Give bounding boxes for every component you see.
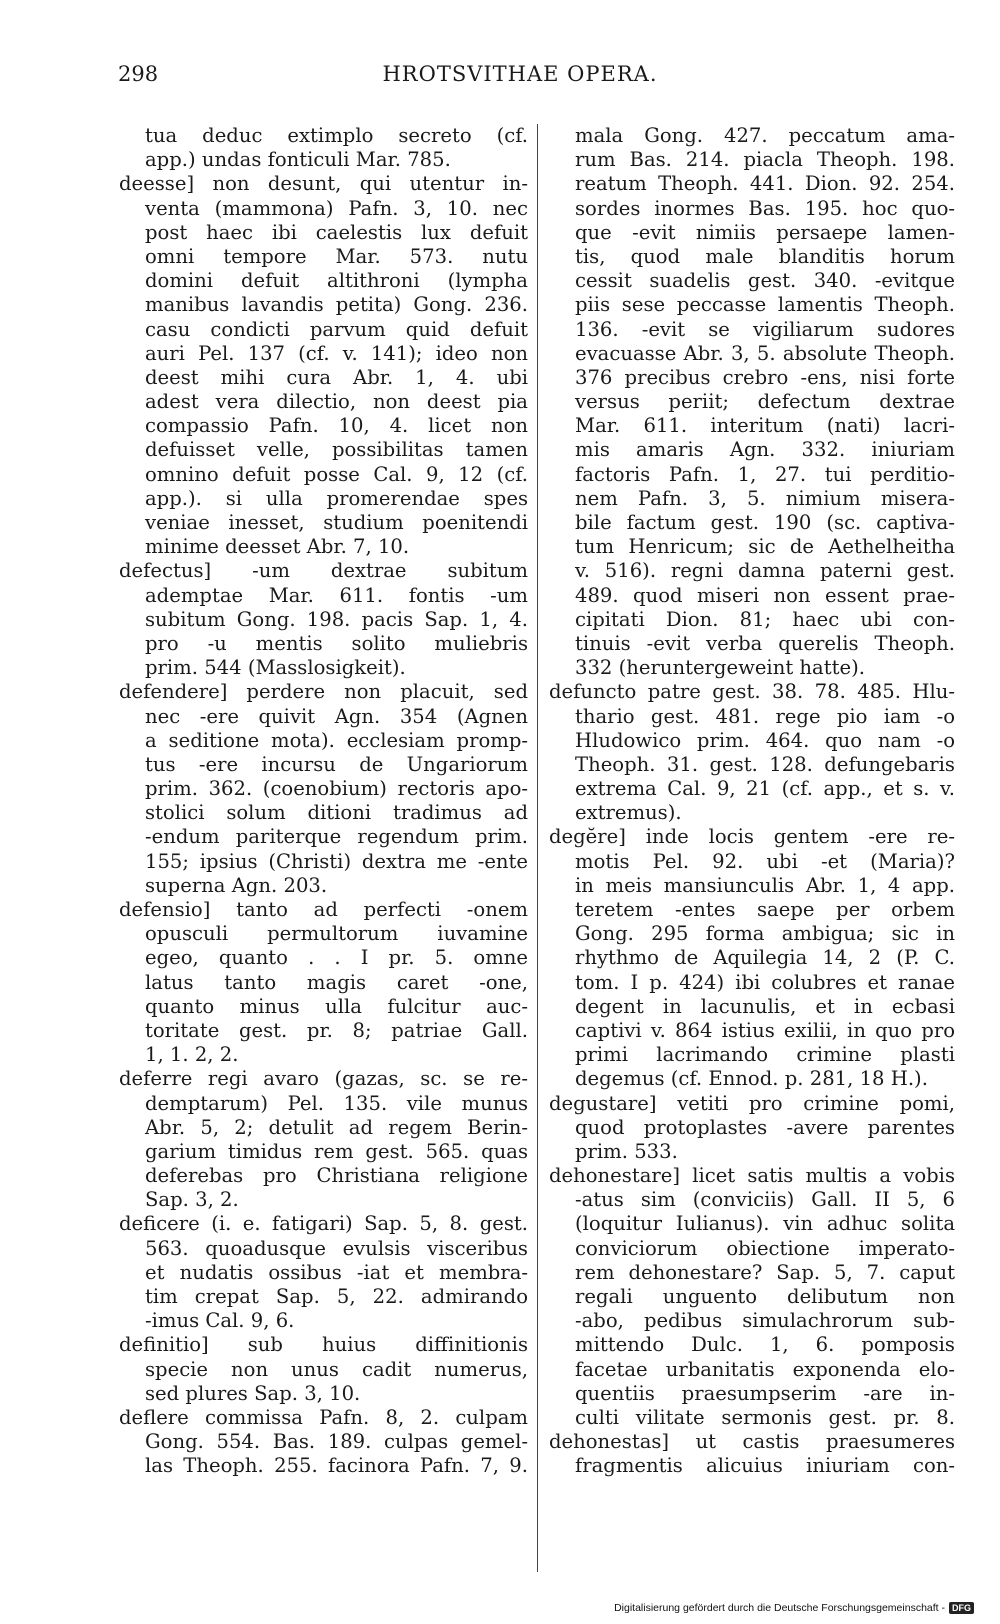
dfg-logo: DFG bbox=[949, 1602, 974, 1614]
text-line: dehonestas] ut castis praesumeres bbox=[549, 1430, 955, 1454]
text-line: rhythmo de Aquilegia 14, 2 (P. C. bbox=[575, 946, 955, 970]
running-title: HROTSVITHAE OPERA. bbox=[382, 62, 658, 86]
text-line: veniae inesset, studium poenitendi bbox=[145, 511, 528, 534]
text-line: nem Pafn. 3, 5. nimium misera- bbox=[575, 486, 955, 510]
text-line: venta (mammona) Pafn. 3, 10. nec bbox=[145, 196, 528, 220]
text-line: mala Gong. 427. peccatum ama- bbox=[575, 124, 955, 147]
right-column bbox=[549, 124, 955, 1479]
text-line: cipitati Dion. 81; haec ubi con- bbox=[575, 607, 955, 631]
digitization-credit bbox=[614, 1600, 974, 1616]
text-line: tom. I p. 424) ibi colubres et ranae bbox=[575, 970, 955, 994]
text-line: casu condicti parvum quid defuit bbox=[145, 317, 528, 341]
text-line: deficere (i. e. fatigari) Sap. 5, 8. gest. bbox=[119, 1212, 528, 1236]
text-line: defectus] -um dextrae subitum bbox=[119, 559, 528, 583]
text-line: nec -ere quivit Agn. 354 (Agnen bbox=[145, 704, 528, 728]
text-line: deferre regi avaro (gazas, sc. se re- bbox=[119, 1067, 528, 1091]
text-line: ademptae Mar. 611. fontis -um bbox=[145, 583, 528, 607]
text-line: reatum Theoph. 441. Dion. 92. 254. bbox=[575, 172, 955, 196]
text-line: teretem -entes saepe per orbem bbox=[575, 898, 955, 921]
text-line: 136. -evit se vigiliarum sudores bbox=[575, 317, 955, 341]
text-line: compassio Pafn. 10, 4. licet non bbox=[145, 414, 528, 438]
text-line: 1, 1. 2, 2. bbox=[145, 1043, 239, 1067]
text-line: deesse] non desunt, qui utentur in- bbox=[119, 172, 528, 196]
text-line: omnino defuit posse Cal. 9, 12 (cf. bbox=[145, 462, 528, 486]
text-line: manibus lavandis petita) Gong. 236. bbox=[145, 293, 528, 317]
text-line: post haec ibi caelestis lux defuit bbox=[145, 220, 528, 244]
text-line: degustare] vetiti pro crimine pomi, bbox=[549, 1091, 955, 1115]
text-line: tus -ere incursu de Ungariorum bbox=[145, 752, 528, 776]
text-line: culti vilitate sermonis gest. pr. 8. bbox=[575, 1405, 955, 1429]
running-header bbox=[118, 62, 922, 92]
text-line: -imus Cal. 9, 6. bbox=[145, 1309, 295, 1333]
text-line: prim. 544 (Masslosigkeit). bbox=[145, 656, 406, 680]
text-line: 332 (heruntergeweint hatte). bbox=[575, 656, 865, 680]
text-line: defuisset velle, possibilitas tamen bbox=[145, 438, 528, 462]
text-line: et nudatis ossibus -iat et membra- bbox=[145, 1260, 528, 1284]
text-line: Theoph. 31. gest. 128. defungebaris bbox=[575, 752, 955, 776]
text-line: deferebas pro Christiana religione bbox=[145, 1164, 528, 1188]
text-line: tum Henricum; sic de Aethelheitha bbox=[575, 535, 955, 559]
text-line: las Theoph. 255. facinora Pafn. 7, 9. bbox=[145, 1454, 528, 1478]
text-line: specie non unus cadit numerus, bbox=[145, 1357, 528, 1381]
text-line: deest mihi cura Abr. 1, 4. ubi bbox=[145, 365, 528, 389]
text-line: Gong. 295 forma ambigua; sic in bbox=[575, 922, 955, 946]
text-line: regali unguento delibutum non bbox=[575, 1285, 955, 1308]
text-line: defensio] tanto ad perfecti -onem bbox=[119, 898, 528, 921]
text-line: sed plures Sap. 3, 10. bbox=[145, 1381, 361, 1405]
text-line: Sap. 3, 2. bbox=[145, 1188, 239, 1212]
text-line: evacuasse Abr. 3, 5. absolute Theoph. bbox=[575, 341, 955, 365]
text-line: rum Bas. 214. piacla Theoph. 198. bbox=[575, 148, 955, 172]
text-line: rem dehonestare? Sap. 5, 7. caput bbox=[575, 1260, 955, 1284]
text-line: demptarum) Pel. 135. vile munus bbox=[145, 1091, 528, 1115]
text-line: 376 precibus crebro -ens, nisi forte bbox=[575, 365, 955, 389]
text-line: in meis mansiunculis Abr. 1, 4 app. bbox=[575, 873, 955, 897]
text-line: tis, quod male blanditis horum bbox=[575, 244, 955, 268]
text-line: tua deduc extimplo secreto (cf. bbox=[145, 124, 528, 147]
text-line: thario gest. 481. rege pio iam -o bbox=[575, 704, 955, 728]
text-line: factoris Pafn. 1, 27. tui perditio- bbox=[575, 462, 955, 486]
text-line: v. 516). regni damna paterni gest. bbox=[575, 559, 955, 583]
text-line: sordes inormes Bas. 195. hoc quo- bbox=[575, 196, 955, 220]
text-line: cessit suadelis gest. 340. -evitque bbox=[575, 269, 955, 293]
text-line: adest vera dilectio, non deest pia bbox=[145, 390, 528, 414]
text-line: quentiis praesumpserim -are in- bbox=[575, 1381, 955, 1405]
text-line: app.) undas fonticuli Mar. 785. bbox=[145, 148, 451, 172]
text-line: 563. quoadusque evulsis visceribus bbox=[145, 1236, 528, 1260]
text-line: primi lacrimando crimine plasti bbox=[575, 1043, 955, 1067]
text-line: omni tempore Mar. 573. nutu bbox=[145, 244, 528, 268]
text-line: (loquitur Iulianus). vin adhuc solita bbox=[575, 1212, 955, 1236]
text-line: -abo, pedibus simulachrorum sub- bbox=[575, 1309, 955, 1333]
text-line: -endum pariterque regendum prim. bbox=[145, 825, 528, 849]
text-line: degent in lacunulis, et in ecbasi bbox=[575, 994, 955, 1018]
text-line: extremus). bbox=[575, 801, 682, 825]
text-line: Hludowico prim. 464. quo nam -o bbox=[575, 728, 955, 752]
text-line: degemus (cf. Ennod. p. 281, 18 H.). bbox=[575, 1067, 928, 1091]
text-line: deflere commissa Pafn. 8, 2. culpam bbox=[119, 1405, 528, 1429]
text-line: domini defuit altithroni (lympha bbox=[145, 269, 528, 293]
text-line: versus periit; defectum dextrae bbox=[575, 390, 955, 414]
text-line: Abr. 5, 2; detulit ad regem Berin- bbox=[145, 1115, 528, 1139]
text-line: garium timidus rem gest. 565. quas bbox=[145, 1139, 528, 1163]
text-line: 489. quod miseri non essent prae- bbox=[575, 583, 955, 607]
text-line: tinuis -evit verba querelis Theoph. bbox=[575, 631, 955, 655]
text-line: mittendo Dulc. 1, 6. pomposis bbox=[575, 1333, 955, 1357]
column-divider bbox=[537, 124, 538, 1572]
text-line: pro -u mentis solito muliebris bbox=[145, 631, 528, 655]
text-line: subitum Gong. 198. pacis Sap. 1, 4. bbox=[145, 607, 528, 631]
credit-text: Digitalisierung gefördert durch die Deutsche Forschungsgemeinschaft - bbox=[614, 1602, 945, 1614]
text-line: egeo, quanto . . I pr. 5. omne bbox=[145, 946, 528, 970]
text-line: degĕre] inde locis gentem -ere re- bbox=[549, 825, 955, 849]
text-line: motis Pel. 92. ubi -et (Maria)? bbox=[575, 849, 955, 873]
text-line: mis amaris Agn. 332. iniuriam bbox=[575, 438, 955, 462]
text-line: facetae urbanitatis exponenda elo- bbox=[575, 1357, 955, 1381]
text-line: bile factum gest. 190 (sc. captiva- bbox=[575, 511, 955, 534]
text-line: quod protoplastes -avere parentes bbox=[575, 1115, 955, 1139]
text-line: toritate gest. pr. 8; patriae Gall. bbox=[145, 1018, 528, 1042]
text-line: defendere] perdere non placuit, sed bbox=[119, 680, 528, 704]
text-line: que -evit nimiis persaepe lamen- bbox=[575, 220, 955, 244]
text-line: Gong. 554. Bas. 189. culpas gemel- bbox=[145, 1430, 528, 1454]
text-line: superna Agn. 203. bbox=[145, 873, 328, 897]
text-line: conviciorum obiectione imperato- bbox=[575, 1236, 955, 1260]
text-line: quanto minus ulla fulcitur auc- bbox=[145, 994, 528, 1018]
text-line: extrema Cal. 9, 21 (cf. app., et s. v. bbox=[575, 777, 955, 801]
text-line: minime deesset Abr. 7, 10. bbox=[145, 535, 410, 559]
text-line: defuncto patre gest. 38. 78. 485. Hlu- bbox=[549, 680, 955, 704]
text-line: Mar. 611. interitum (nati) lacri- bbox=[575, 414, 955, 438]
text-line: -atus sim (conviciis) Gall. II 5, 6 bbox=[575, 1188, 955, 1212]
text-line: a seditione mota). ecclesiam promp- bbox=[145, 728, 528, 752]
text-line: stolici solum ditioni tradimus ad bbox=[145, 801, 528, 825]
text-line: prim. 533. bbox=[575, 1139, 678, 1163]
text-line: dehonestare] licet satis multis a vobis bbox=[549, 1164, 955, 1188]
page-number: 298 bbox=[118, 62, 159, 86]
text-line: 155; ipsius (Christi) dextra me -ente bbox=[145, 849, 528, 873]
text-line: tim crepat Sap. 5, 22. admirando bbox=[145, 1285, 528, 1308]
text-line: piis sese peccasse lamentis Theoph. bbox=[575, 293, 955, 317]
text-line: opusculi permultorum iuvamine bbox=[145, 922, 528, 946]
text-line: latus tanto magis caret -one, bbox=[145, 970, 528, 994]
left-column bbox=[119, 124, 528, 1479]
text-line: fragmentis alicuius iniuriam con- bbox=[575, 1454, 955, 1478]
text-line: captivi v. 864 istius exilii, in quo pro bbox=[575, 1018, 955, 1042]
text-line: auri Pel. 137 (cf. v. 141); ideo non bbox=[145, 341, 528, 365]
text-line: app.). si ulla promerendae spes bbox=[145, 486, 528, 510]
text-line: prim. 362. (coenobium) rectoris apo- bbox=[145, 777, 528, 801]
text-line: definitio] sub huius diffinitionis bbox=[119, 1333, 528, 1357]
